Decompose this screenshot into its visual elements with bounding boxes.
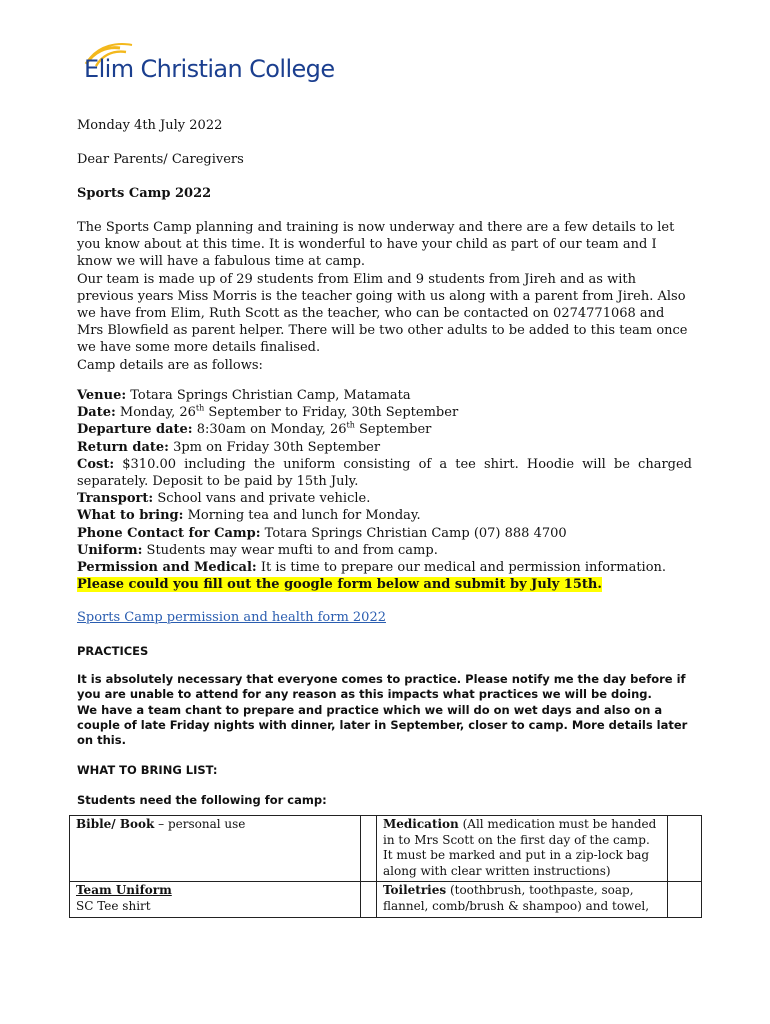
college-logo bbox=[80, 40, 350, 96]
intro-paragraph: Our team is made up of 29 students from Elim and 9 students from Jireh and as with previous years Miss Morris is the teacher going with us along with a parent from Jireh. Also we have from Elim, Ruth Scott as the teacher, who can be contacted on 0274771068 and Mrs Blowfield as parent helper. There will be two other adults to be added to this team once we have some more details finalised. bbox=[77, 271, 688, 356]
intro-paragraph: The Sports Camp planning and training is now underway and there are a few details to let you know about at this time. It is wonderful to have your child as part of our team and I know we will have a fabulous time at camp. bbox=[77, 220, 675, 270]
detail-transport: Transport: School vans and private vehicle. bbox=[77, 491, 371, 507]
camp-details bbox=[77, 387, 692, 593]
practices-paragraph: It is absolutely necessary that everyone comes to practice. Please notify me the day before if you are unable to attend for any reason as this impacts what practices we will be doing. bbox=[77, 672, 686, 702]
intro-paragraph: Camp details are as follows: bbox=[77, 357, 263, 373]
salutation: Dear Parents/ Caregivers bbox=[77, 152, 244, 167]
detail-phone-contact: Phone Contact for Camp: Totara Springs Christian Camp (07) 888 4700 bbox=[77, 525, 567, 541]
letter-title: Sports Camp 2022 bbox=[77, 186, 212, 201]
practices-heading: PRACTICES bbox=[77, 644, 149, 658]
highlight-note: Please could you fill out the google form below and submit by July 15th. bbox=[77, 577, 602, 593]
detail-cost: Cost: $310.00 including the uniform consisting of a tee shirt. Hoodie will be charged separately. Deposit to be paid by 15th July. bbox=[77, 456, 692, 490]
practices-paragraph: We have a team chant to prepare and practice which we will do on wet days and also on a couple of late Friday nights with dinner, later in September, closer to camp. More details later on this. bbox=[77, 702, 688, 748]
detail-departure: Departure date: 8:30am on Monday, 26th September bbox=[77, 421, 432, 438]
detail-what-to-bring: What to bring: Morning tea and lunch for Monday. bbox=[77, 508, 421, 524]
table-cell: Team Uniform SC Tee shirt bbox=[70, 882, 361, 918]
detail-permission: Permission and Medical: It is time to prepare our medical and permission information. bbox=[77, 560, 667, 576]
table-cell: Medication (All medication must be handed in to Mrs Scott on the first day of the camp. It must be marked and put in a zip-lock bag along with clear written instructions) bbox=[377, 816, 668, 882]
intro-section bbox=[77, 219, 692, 374]
checkbox-cell[interactable] bbox=[668, 816, 702, 882]
table-cell: Bible/ Book – personal use bbox=[70, 816, 361, 882]
checkbox-cell[interactable] bbox=[668, 882, 702, 918]
form-link-row bbox=[77, 609, 692, 626]
checkbox-cell[interactable] bbox=[361, 882, 377, 918]
practices-section bbox=[77, 644, 692, 809]
detail-uniform: Uniform: Students may wear mufti to and from camp. bbox=[77, 542, 438, 558]
logo-wordmark: Elim Christian College bbox=[84, 55, 335, 83]
detail-return: Return date: 3pm on Friday 30th September bbox=[77, 439, 381, 455]
table-row bbox=[70, 816, 702, 882]
permission-form-link[interactable]: Sports Camp permission and health form 2022 bbox=[77, 610, 386, 625]
table-row bbox=[70, 882, 702, 918]
table-cell: Toiletries (toothbrush, toothpaste, soap, flannel, comb/brush & shampoo) and towel, bbox=[377, 882, 668, 918]
letter-date: Monday 4th July 2022 bbox=[77, 118, 223, 133]
detail-date: Date: Monday, 26th September to Friday, 30th September bbox=[77, 403, 459, 421]
detail-venue: Venue: Totara Springs Christian Camp, Matamata bbox=[77, 388, 411, 403]
bring-list-heading: WHAT TO BRING LIST: bbox=[77, 763, 218, 778]
checkbox-cell[interactable] bbox=[361, 816, 377, 882]
bring-list-table bbox=[69, 815, 702, 918]
students-need-heading: Students need the following for camp: bbox=[77, 793, 327, 808]
